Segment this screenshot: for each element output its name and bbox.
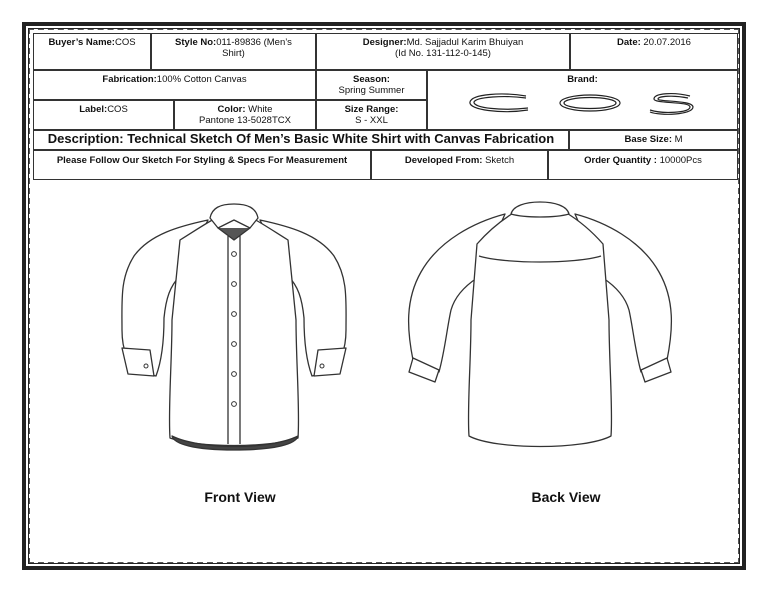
label-label: Label: <box>79 104 108 115</box>
fabrication-value: 100% Cotton Canvas <box>156 74 247 85</box>
style-no-label: Style No: <box>175 37 217 48</box>
instructions-cell <box>33 150 371 180</box>
size-range-label: Size Range: <box>344 104 399 115</box>
buyers-name-value: COS <box>114 37 136 48</box>
color-pantone: Pantone 13-5028TCX <box>199 115 291 126</box>
date-value: 20.07.2016 <box>643 37 691 48</box>
order-quantity-cell <box>548 150 738 180</box>
base-size-value: M <box>674 134 683 145</box>
label-cell <box>33 100 174 130</box>
date-label: Date: <box>617 37 641 48</box>
size-range-cell <box>316 100 427 130</box>
back-view-sketch <box>395 200 685 460</box>
brand-label: Brand: <box>567 74 598 85</box>
developed-from-cell <box>371 150 548 180</box>
designer-id: (Id No. 131-112-0-145) <box>395 48 491 59</box>
back-view-label: Back View <box>531 489 601 505</box>
order-quantity-value: 10000Pcs <box>659 155 702 166</box>
fabrication-label: Fabrication: <box>102 74 157 85</box>
buyers-name-cell <box>33 33 151 70</box>
color-label: Color: <box>217 104 246 115</box>
description-cell <box>33 130 569 150</box>
brand-logo <box>462 90 702 118</box>
color-value: White <box>248 104 273 115</box>
style-no-cell <box>151 33 316 70</box>
base-size-cell <box>569 130 738 150</box>
front-view-label: Front View <box>204 489 276 505</box>
style-no-value: 011-89836 (Men’s Shirt) <box>216 37 292 59</box>
front-view-sketch <box>100 200 370 460</box>
designer-value: Md. Sajjadul Karim Bhuiyan <box>406 37 524 48</box>
designer-label: Designer: <box>362 37 407 48</box>
season-label: Season: <box>353 74 390 85</box>
fabrication-cell <box>33 70 316 100</box>
instructions-text: Please Follow Our Sketch For Styling & Specs For Measurement <box>56 155 348 166</box>
developed-from-value: Sketch <box>485 155 515 166</box>
developed-from-label: Developed From: <box>404 155 483 166</box>
date-cell <box>570 33 738 70</box>
size-range-value: S - XXL <box>355 115 388 126</box>
base-size-label: Base Size: <box>624 134 672 145</box>
designer-cell <box>316 33 570 70</box>
buyers-name-label: Buyer’s Name: <box>48 37 115 48</box>
label-value: COS <box>107 104 128 115</box>
description-text: Description: Technical Sketch Of Men’s Basic White Shirt with Canvas Fabrication <box>47 131 555 146</box>
order-quantity-label: Order Quantity : <box>584 155 657 166</box>
season-value: Spring Summer <box>338 85 405 96</box>
color-cell <box>174 100 316 130</box>
season-cell <box>316 70 427 100</box>
